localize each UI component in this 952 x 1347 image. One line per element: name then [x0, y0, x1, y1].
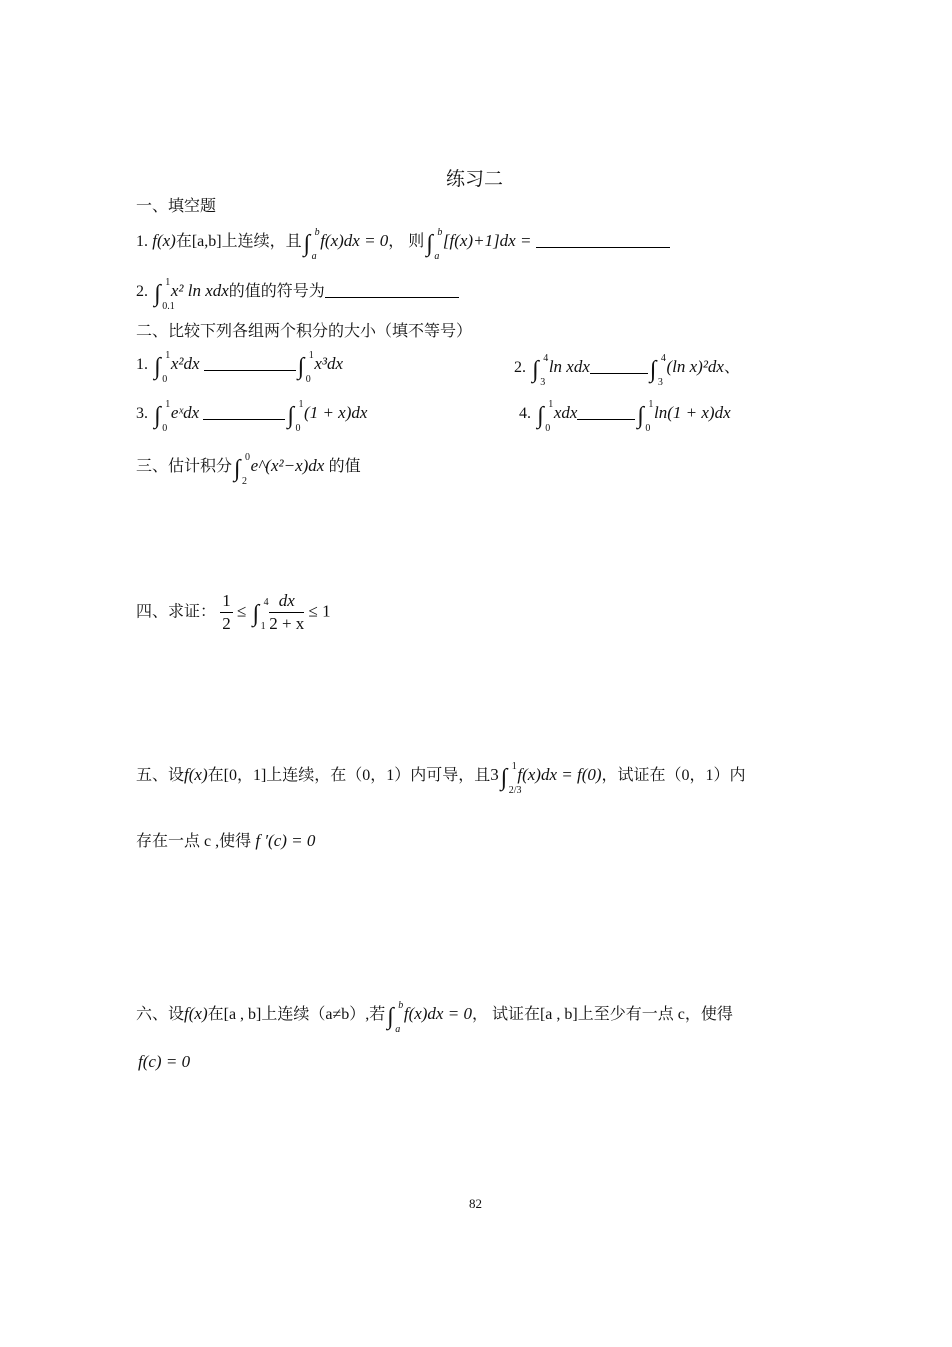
compare-3-b-expr: (1 + x)dx — [304, 403, 368, 422]
compare-3-b-upper: 1 — [298, 399, 304, 410]
section6-expr: f(x)dx = 0 — [403, 1004, 472, 1023]
compare-4-a-expr: xdx — [553, 403, 578, 422]
compare-1-a-lower: 0 — [162, 374, 168, 385]
section5-text-c: ，试证在（0，1）内 — [601, 767, 746, 784]
integrand-fraction — [269, 590, 304, 635]
compare-2-number: 2. — [514, 359, 526, 376]
compare-2-int-a: ∫ 4 3 — [532, 353, 549, 388]
q1-answer-blank[interactable] — [536, 233, 670, 248]
section5-coefficient: 3 — [490, 765, 499, 784]
section6-line2: f(c) = 0 — [138, 1052, 191, 1071]
compare-3-a-expr: eˣdx — [170, 403, 200, 422]
section3-tail: 的值 — [328, 458, 361, 475]
section5-text-b: 在[0，1]上连续，在（0，1）内可导，且 — [207, 767, 491, 784]
section6-text-b: 在[a , b]上连续（a≠b）,若 — [207, 1006, 386, 1023]
compare-4-a-lower: 0 — [545, 423, 551, 434]
compare-3-int-b: ∫ 1 0 — [287, 399, 304, 434]
compare-3-a-upper: 1 — [165, 399, 171, 410]
section6-integral-sign: ∫ b a — [387, 1000, 404, 1035]
section6-fx: f(x) — [184, 1004, 208, 1023]
section6-line1 — [136, 1000, 733, 1035]
compare-2-b-lower: 3 — [657, 377, 663, 388]
q2-number: 2. — [136, 283, 148, 300]
section4-le-1: ≤ — [237, 601, 247, 621]
section5-line1 — [136, 761, 746, 796]
section6-int-lower: a — [395, 1024, 401, 1035]
page-title: 练习二 — [446, 169, 504, 190]
section1-question2 — [136, 277, 459, 312]
compare-1-b-lower: 0 — [305, 374, 311, 385]
compare-2-int-b: ∫ 4 3 — [649, 353, 666, 388]
section5-derivative: f ′(c) = 0 — [255, 831, 316, 850]
section5-int-upper: 1 — [511, 761, 517, 772]
one-half-fraction — [220, 590, 233, 635]
q1-integral-sign-1: ∫ b a — [303, 227, 320, 262]
section3-integral-sign: ∫ 0 2 — [234, 452, 251, 487]
compare-4-number: 4. — [519, 405, 531, 422]
section5-int-lower: 2/3 — [508, 785, 522, 796]
q1-fx: f(x) — [152, 231, 176, 250]
section5-text-d: 存在一点 c ,使得 — [136, 833, 252, 850]
compare-2-a-expr: ln xdx — [548, 357, 590, 376]
section6-int-upper: b — [398, 1000, 404, 1011]
section4-le-2: ≤ 1 — [308, 601, 331, 621]
section4-int-upper: 4 — [263, 597, 269, 609]
compare-3-number: 3. — [136, 405, 148, 422]
q2-answer-blank[interactable] — [325, 283, 459, 298]
compare-4-int-a: ∫ 1 0 — [537, 399, 554, 434]
compare-1-b-upper: 1 — [308, 350, 314, 361]
compare-item-4 — [519, 399, 731, 434]
section1-question1 — [136, 227, 670, 262]
compare-2-b-upper: 4 — [660, 353, 666, 364]
integrand-denominator: 2 + x — [269, 614, 305, 633]
section6-text-c: ， 试证在[a , b]上至少有一点 c，使得 — [471, 1006, 733, 1023]
compare-4-b-lower: 0 — [645, 423, 651, 434]
half-numerator: 1 — [220, 590, 233, 613]
half-denominator: 2 — [222, 614, 231, 633]
compare-item-1 — [136, 350, 344, 385]
compare-1-a-upper: 1 — [165, 350, 171, 361]
compare-3-a-lower: 0 — [162, 423, 168, 434]
q1-text2: ， 则 — [388, 233, 425, 250]
section4-int-lower: 1 — [260, 621, 266, 633]
q1-integral-sign-2: ∫ b a — [426, 227, 443, 262]
compare-2-a-lower: 3 — [540, 377, 546, 388]
section5-line2 — [136, 828, 315, 851]
compare-item-2 — [514, 353, 740, 388]
section3-int-upper: 0 — [245, 452, 251, 463]
section1-heading: 一、填空题 — [136, 198, 217, 215]
compare-4-int-b: ∫ 1 0 — [637, 399, 654, 434]
compare-1-int-a: ∫ 1 0 — [154, 350, 171, 385]
section4-heading: 四、求证： — [136, 603, 217, 621]
q2-expr: x² ln xdx — [170, 281, 229, 300]
compare-1-a-expr: x²dx — [170, 354, 200, 373]
q1-number: 1. — [136, 233, 148, 250]
compare-2-tail: 、 — [723, 359, 740, 376]
q2-integral-sign: ∫ 1 0.1 — [154, 277, 175, 312]
q1-int2-lower: a — [434, 251, 440, 262]
compare-4-blank[interactable] — [577, 405, 635, 420]
section5-expr: f(x)dx = f(0) — [517, 765, 602, 784]
q2-int-upper: 1 — [165, 277, 171, 288]
compare-1-blank[interactable] — [204, 356, 296, 371]
section4-integral-sign: ∫ 4 1 — [252, 597, 269, 633]
compare-3-blank[interactable] — [203, 405, 285, 420]
q2-text: 的值的符号为 — [228, 283, 325, 300]
q1-expr1: f(x)dx = 0 — [320, 231, 389, 250]
section5-fx: f(x) — [184, 765, 208, 784]
compare-item-3 — [136, 399, 368, 434]
compare-2-a-upper: 4 — [543, 353, 549, 364]
section2-heading: 二、比较下列各组两个积分的大小（填不等号） — [136, 323, 473, 340]
compare-4-a-upper: 1 — [548, 399, 554, 410]
compare-1-number: 1. — [136, 356, 148, 373]
section6-text-a: 六、设 — [136, 1006, 185, 1023]
compare-2-blank[interactable] — [590, 359, 648, 374]
q1-int1-lower: a — [311, 251, 317, 262]
compare-2-b-expr: (ln x)²dx — [666, 357, 724, 376]
compare-3-b-lower: 0 — [295, 423, 301, 434]
q1-text1: 在[a,b]上连续，且 — [175, 233, 302, 250]
q1-int2-upper: b — [437, 227, 443, 238]
section3-heading: 三、估计积分 — [136, 458, 233, 475]
compare-4-b-expr: ln(1 + x)dx — [654, 403, 731, 422]
section3-int-lower: 2 — [242, 476, 248, 487]
compare-3-int-a: ∫ 1 0 — [154, 399, 171, 434]
q2-int-lower: 0.1 — [162, 301, 175, 312]
page-number: 82 — [469, 1196, 482, 1211]
section3 — [136, 452, 361, 487]
section5-integral-sign: ∫ 1 2/3 — [500, 761, 522, 796]
compare-4-b-upper: 1 — [648, 399, 654, 410]
compare-1-int-b: ∫ 1 0 — [297, 350, 314, 385]
q1-int1-upper: b — [314, 227, 320, 238]
section4 — [136, 590, 331, 635]
compare-1-b-expr: x³dx — [314, 354, 344, 373]
section5-text-a: 五、设 — [136, 767, 185, 784]
integrand-numerator: dx — [269, 590, 304, 613]
section3-expr: e^(x²−x)dx — [250, 456, 325, 475]
q1-expr2: [f(x)+1]dx = — [442, 231, 532, 250]
